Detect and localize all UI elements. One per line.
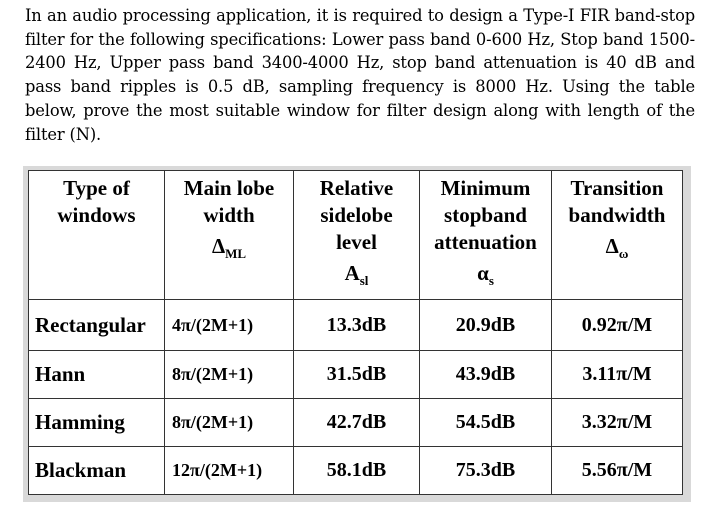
header-minimum-stopband-attenuation: Minimum stopband attenuation $\alpha_s$: [420, 171, 552, 300]
attenuation-value: 75.3dB: [420, 447, 552, 495]
sidelobe-value: 31.5dB: [294, 351, 420, 399]
sidelobe-value: 42.7dB: [294, 399, 420, 447]
transition-value: 5.56π/M: [552, 447, 683, 495]
sidelobe-value: 58.1dB: [294, 447, 420, 495]
table-row: [29, 351, 683, 399]
main-lobe-value: 4π/(2M+1): [165, 300, 294, 351]
transition-value: 0.92π/M: [552, 300, 683, 351]
main-lobe-value: 8π/(2M+1): [165, 351, 294, 399]
window-comparison-table: [28, 170, 683, 495]
table-row: [29, 300, 683, 351]
window-name: Hamming: [29, 399, 165, 447]
window-table-frame: [23, 166, 691, 502]
transition-value: 3.11π/M: [552, 351, 683, 399]
transition-value: 3.32π/M: [552, 399, 683, 447]
header-relative-sidelobe-level: Relative sidelobe level $A_{sl}$: [294, 171, 420, 300]
table-header-row: [29, 171, 683, 300]
table-row: [29, 399, 683, 447]
attenuation-value: 43.9dB: [420, 351, 552, 399]
transition-symbol: $\Delta_\omega$: [605, 234, 629, 261]
window-name: Rectangular: [29, 300, 165, 351]
main-lobe-value: 8π/(2M+1): [165, 399, 294, 447]
attenuation-value: 20.9dB: [420, 300, 552, 351]
attenuation-symbol: $\alpha_s$: [477, 261, 494, 288]
problem-statement: [25, 4, 695, 146]
header-main-lobe-width: Main lobe width $\Delta_{ML}$: [165, 171, 294, 300]
attenuation-value: 54.5dB: [420, 399, 552, 447]
window-name: Hann: [29, 351, 165, 399]
table-row: [29, 447, 683, 495]
main-lobe-symbol: $\Delta_{ML}$: [211, 234, 247, 261]
problem-text: In an audio processing application, it is required to design a Type-I FIR band-stop filter for the following specifications: Lower pass band 0-600 Hz, Stop band 1500-2400 Hz, Upper pass band 3400-4000 Hz, stop band attenuation is 40 dB and pass band ripples is 0.5 dB, sampling frequency is 8000 Hz. Using the table below, prove the most suitable window for filter design along with length of the filter (N).: [25, 6, 695, 144]
sidelobe-value: 13.3dB: [294, 300, 420, 351]
window-name: Blackman: [29, 447, 165, 495]
header-transition-bandwidth: Transition bandwidth $\Delta_\omega$: [552, 171, 683, 300]
header-window-type: Type of windows: [29, 171, 165, 300]
main-lobe-value: 12π/(2M+1): [165, 447, 294, 495]
sidelobe-symbol: $A_{sl}$: [344, 261, 369, 288]
